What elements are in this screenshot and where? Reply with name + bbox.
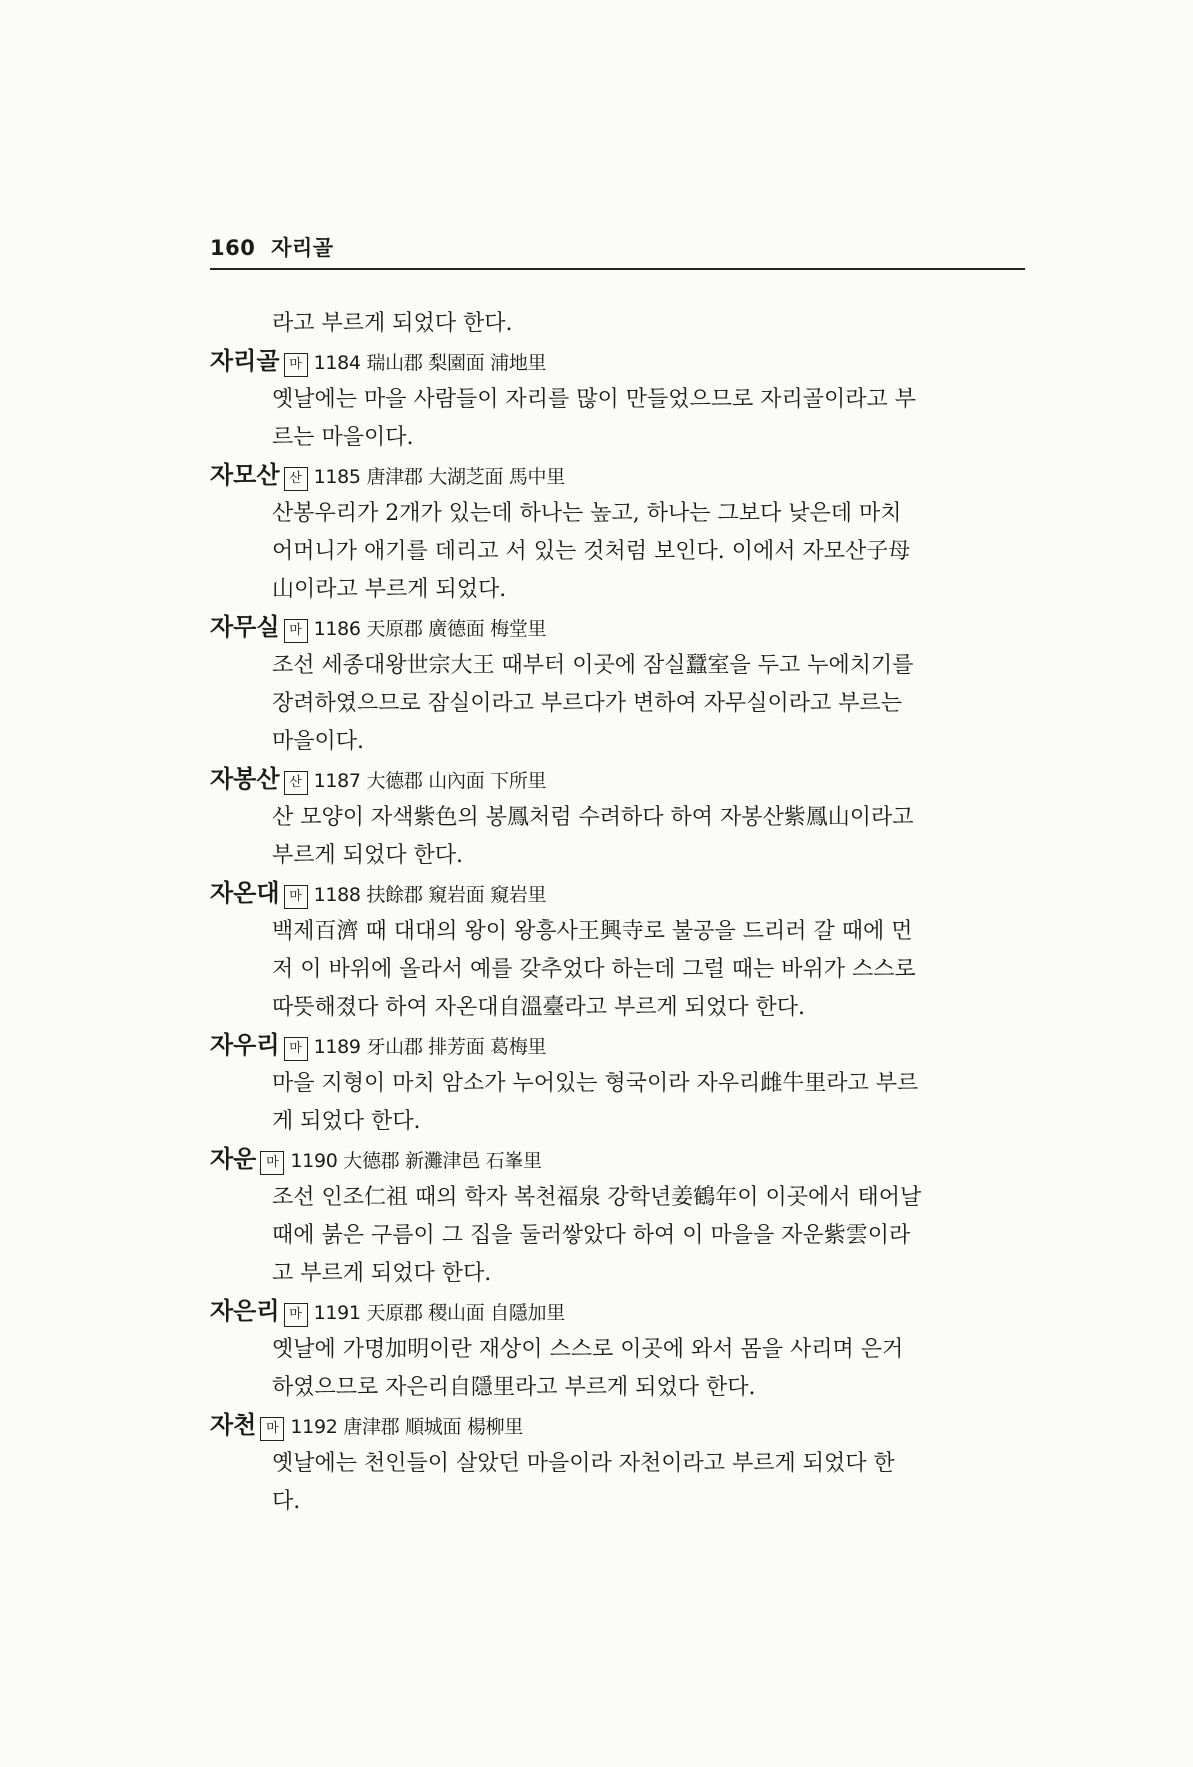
entry-text-line: 저 이 바위에 올라서 예를 갖추었다 하는데 그럴 때는 바위가 스스로 [272, 957, 916, 982]
dictionary-entry [210, 1027, 1025, 1141]
entry-location: 1184 瑞山郡 梨園面 浦地里 [313, 352, 547, 374]
entry-heading [210, 1027, 1025, 1065]
category-tag: 마 [284, 1037, 308, 1061]
entry-text-line: 조선 인조仁祖 때의 학자 복천福泉 강학년姜鶴年이 이곳에서 태어날 [272, 1185, 922, 1210]
category-tag: 마 [284, 353, 308, 377]
entry-text-line: 백제百濟 때 대대의 왕이 왕흥사王興寺로 불공을 드리러 갈 때에 먼 [272, 919, 913, 944]
entry-heading [210, 761, 1025, 799]
category-tag: 마 [260, 1151, 284, 1175]
entry-list [210, 343, 1025, 1521]
headword: 자천 [210, 1411, 257, 1439]
headword: 자무실 [210, 613, 280, 641]
headword: 자운 [210, 1145, 257, 1173]
entry-heading [210, 1141, 1025, 1179]
entry-location: 1192 唐津郡 順城面 楊柳里 [290, 1416, 524, 1438]
dictionary-entry [210, 609, 1025, 761]
entry-location: 1190 大德郡 新灘津邑 石峯里 [290, 1150, 542, 1172]
entry-text-line: 산 모양이 자색紫色의 봉鳳처럼 수려하다 하여 자봉산紫鳳山이라고 [272, 805, 914, 830]
entry-heading [210, 1407, 1025, 1445]
dictionary-entry [210, 761, 1025, 875]
headword: 자은리 [210, 1297, 280, 1325]
entry-text-line: 마을이다. [272, 729, 365, 754]
entry-location: 1185 唐津郡 大湖芝面 馬中里 [313, 466, 565, 488]
entry-heading [210, 609, 1025, 647]
category-tag: 마 [284, 619, 308, 643]
entry-text-line: 옛날에는 마을 사람들이 자리를 많이 만들었으므로 자리골이라고 부 [272, 387, 917, 412]
entry-text-line: 조선 세종대왕世宗大王 때부터 이곳에 잠실蠶室을 두고 누에치기를 [272, 653, 914, 678]
entry-text-line: 다. [272, 1489, 301, 1514]
entry-text-line: 어머니가 애기를 데리고 서 있는 것처럼 보인다. 이에서 자모산子母 [272, 539, 911, 564]
headword: 자온대 [210, 879, 280, 907]
entry-text-line: 옛날에는 천인들이 살았던 마을이라 자천이라고 부르게 되었다 한 [272, 1451, 895, 1476]
entry-location: 1186 天原郡 廣德面 梅堂里 [313, 618, 547, 640]
entry-text-line: 게 되었다 한다. [272, 1109, 421, 1134]
entry-text-line: 고 부르게 되었다 한다. [272, 1261, 492, 1286]
entry-location: 1191 天原郡 稷山面 自隱加里 [313, 1302, 565, 1324]
headword: 자우리 [210, 1031, 280, 1059]
entry-text-line: 장려하였으므로 잠실이라고 부르다가 변하여 자무실이라고 부르는 [272, 691, 903, 716]
dictionary-body [210, 305, 1025, 1521]
category-tag: 산 [284, 467, 308, 491]
entry-heading [210, 343, 1025, 381]
entry-text-line: 때에 붉은 구름이 그 집을 둘러쌓았다 하여 이 마을을 자운紫雲이라 [272, 1223, 911, 1248]
page-header [210, 232, 1025, 270]
running-title: 자리골 [271, 236, 334, 260]
entry-text-line: 르는 마을이다. [272, 425, 414, 450]
headword: 자모산 [210, 461, 280, 489]
dictionary-entry [210, 1141, 1025, 1293]
entry-text-line: 山이라고 부르게 되었다. [272, 577, 507, 602]
entry-heading [210, 1293, 1025, 1331]
category-tag: 마 [284, 1303, 308, 1327]
category-tag: 마 [260, 1417, 284, 1441]
entry-text-line: 따뜻해졌다 하여 자온대自溫臺라고 부르게 되었다 한다. [272, 995, 806, 1020]
headword: 자봉산 [210, 765, 280, 793]
entry-text-line: 마을 지형이 마치 암소가 누어있는 형국이라 자우리雌牛里라고 부르 [272, 1071, 919, 1096]
entry-heading [210, 875, 1025, 913]
dictionary-entry [210, 1407, 1025, 1521]
entry-text-line: 부르게 되었다 한다. [272, 843, 463, 868]
entry-location: 1188 扶餘郡 窺岩面 窺岩里 [313, 884, 547, 906]
entry-text-line: 옛날에 가명加明이란 재상이 스스로 이곳에 와서 몸을 사리며 은거 [272, 1337, 904, 1362]
dictionary-entry [210, 343, 1025, 457]
entry-location: 1187 大德郡 山內面 下所里 [313, 770, 547, 792]
dictionary-entry [210, 1293, 1025, 1407]
continued-text: 라고 부르게 되었다 한다. [272, 311, 513, 336]
entry-location: 1189 牙山郡 排芳面 葛梅里 [313, 1036, 547, 1058]
category-tag: 마 [284, 885, 308, 909]
entry-heading [210, 457, 1025, 495]
category-tag: 산 [284, 771, 308, 795]
entry-text-line: 하였으므로 자은리自隱里라고 부르게 되었다 한다. [272, 1375, 756, 1400]
page-number: 160 [210, 236, 256, 260]
entry-text-line: 산봉우리가 2개가 있는데 하나는 높고, 하나는 그보다 낮은데 마치 [272, 501, 902, 526]
headword: 자리골 [210, 347, 280, 375]
dictionary-entry [210, 875, 1025, 1027]
dictionary-entry [210, 457, 1025, 609]
